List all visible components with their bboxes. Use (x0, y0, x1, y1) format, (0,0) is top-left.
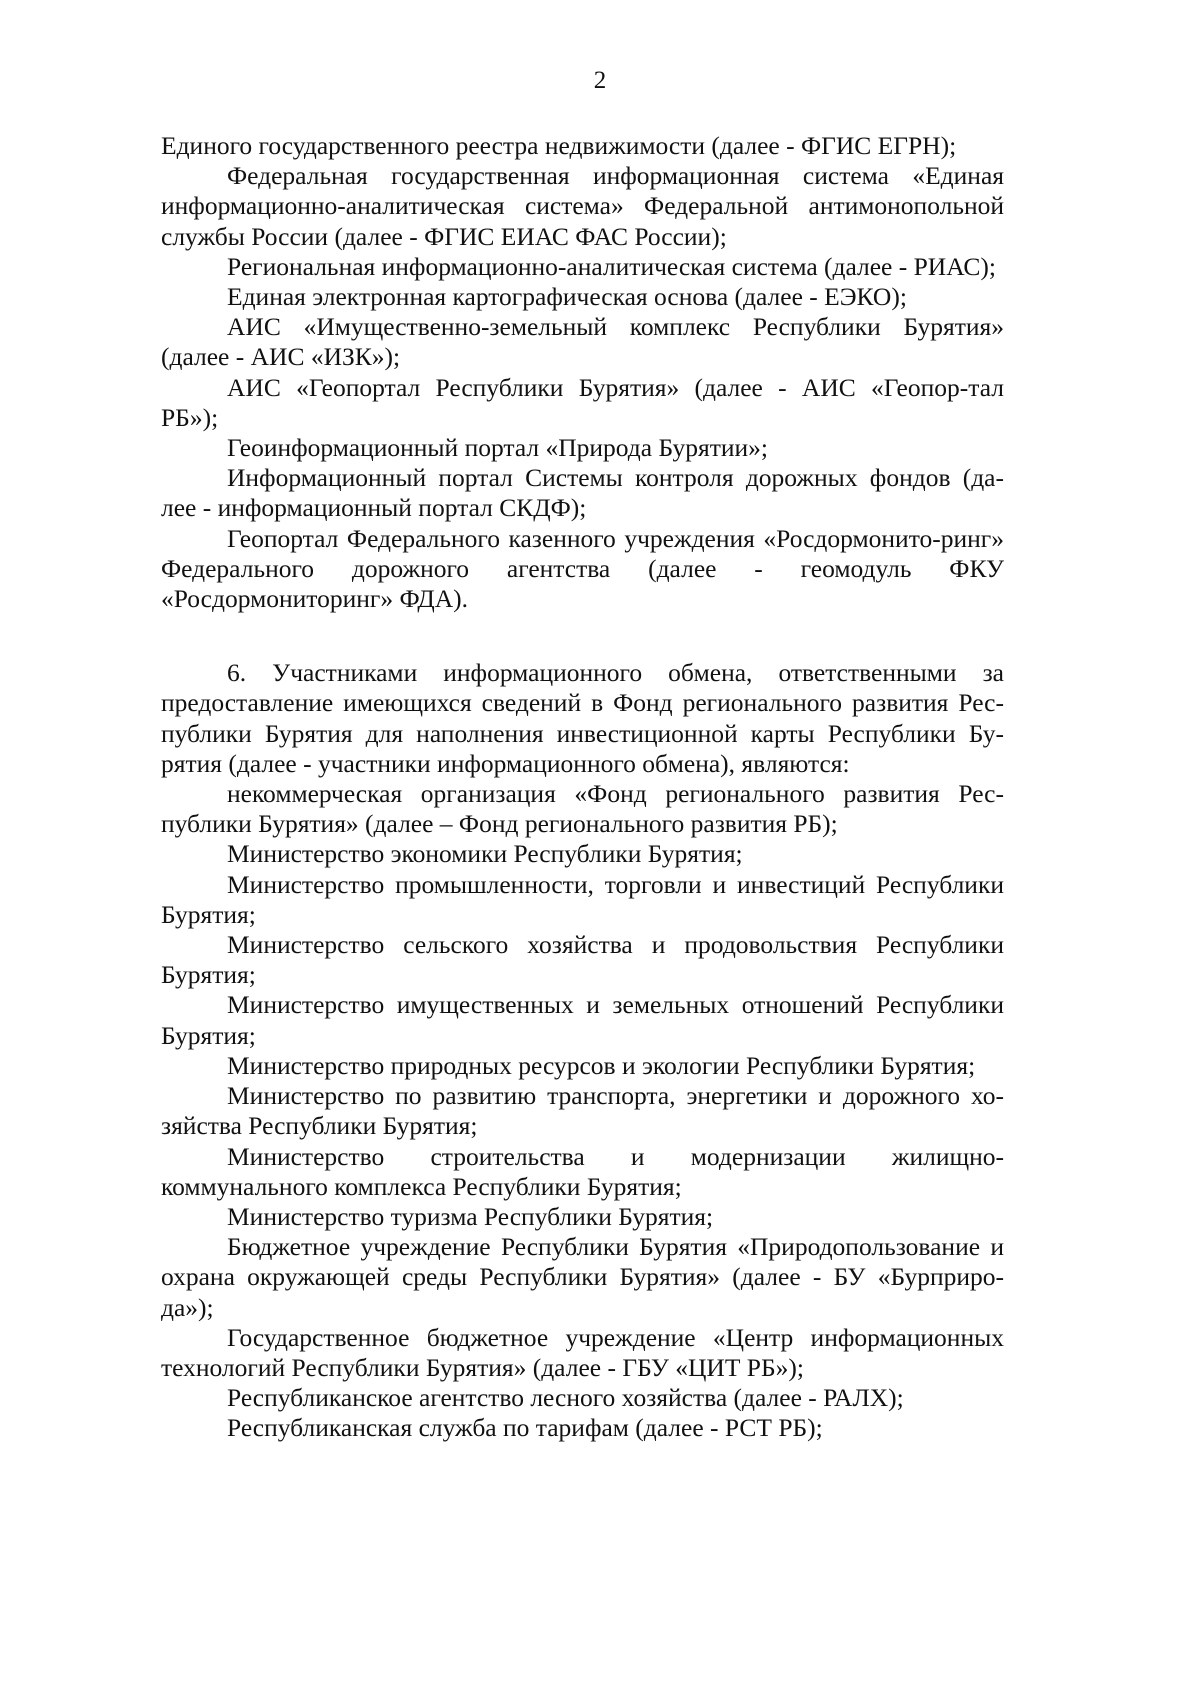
list-item: Государственное бюджетное учреждение «Центр информационных технологий Республики Бурятия» (далее - ГБУ «ЦИТ РБ»); (161, 1322, 1004, 1382)
paragraph-ais-geoportal: АИС «Геопортал Республики Бурятия» (далее - АИС «Геопор-тал РБ»); (161, 372, 1004, 432)
list-item: Бюджетное учреждение Республики Бурятия «Природопользование и охрана окружающей среды Республики Бурятия» (далее - БУ «Бурприро-да»); (161, 1232, 1004, 1322)
paragraph-eeko: Единая электронная картографическая основа (далее - ЕЭКО); (227, 282, 907, 312)
list-item: Республиканская служба по тарифам (далее - РСТ РБ); (227, 1413, 823, 1443)
list-item: Министерство туризма Республики Бурятия; (227, 1201, 714, 1231)
list-item: Министерство сельского хозяйства и продовольствия Республики Бурятия; (161, 930, 1004, 990)
list-item: Министерство имущественных и земельных отношений Республики Бурятия; (161, 990, 1004, 1050)
paragraph-section-6-intro: 6. Участниками информационного обмена, ответственными за предоставление имеющихся сведений в Фонд регионального развития Рес-публики Бурятия для наполнения инвестиционной карты Республики Бу-рятия (далее - участники информационного обмена), являются: (161, 658, 1004, 778)
list-item: Министерство экономики Республики Бурятия; (227, 839, 743, 869)
paragraph-fgis-eias: Федеральная государственная информационная система «Единая информационно-аналитическая система» Федеральной антимонопольной службы России (далее - ФГИС ЕИАС ФАС России); (161, 161, 1004, 251)
list-item: Министерство промышленности, торговли и инвестиций Республики Бурятия; (161, 869, 1004, 929)
paragraph-egrn: Единого государственного реестра недвижимости (далее - ФГИС ЕГРН); (161, 131, 957, 160)
page-number: 2 (593, 67, 607, 94)
paragraph-ais-izk: АИС «Имущественно-земельный комплекс Республики Бурятия» (далее - АИС «ИЗК»); (161, 312, 1004, 372)
document-body (161, 131, 1004, 1444)
list-item: Республиканское агентство лесного хозяйства (далее - РАЛХ); (227, 1383, 904, 1413)
list-item: Министерство природных ресурсов и экологии Республики Бурятия; (227, 1050, 976, 1080)
paragraph-priroda-buryatii: Геоинформационный портал «Природа Бурятии»; (227, 433, 768, 463)
list-item: Министерство строительства и модернизации жилищно-коммунального комплекса Республики Бурятия; (161, 1141, 1004, 1201)
paragraph-rosdormonitoring: Геопортал Федерального казенного учреждения «Росдормонито-ринг» Федерального дорожного агентства (далее - геомодуль ФКУ «Росдормониторинг» ФДА). (161, 523, 1004, 614)
list-item: Министерство по развитию транспорта, энергетики и дорожного хо-зяйства Республики Бурятия; (161, 1081, 1004, 1141)
section-gap (161, 614, 1004, 658)
paragraph-skdf: Информационный портал Системы контроля дорожных фондов (да-лее - информационный портал СКДФ); (161, 463, 1004, 523)
list-item: некоммерческая организация «Фонд регионального развития Рес-публики Бурятия» (далее – Фонд регионального развития РБ); (161, 779, 1004, 839)
paragraph-rias: Региональная информационно-аналитическая система (далее - РИАС); (227, 251, 996, 281)
